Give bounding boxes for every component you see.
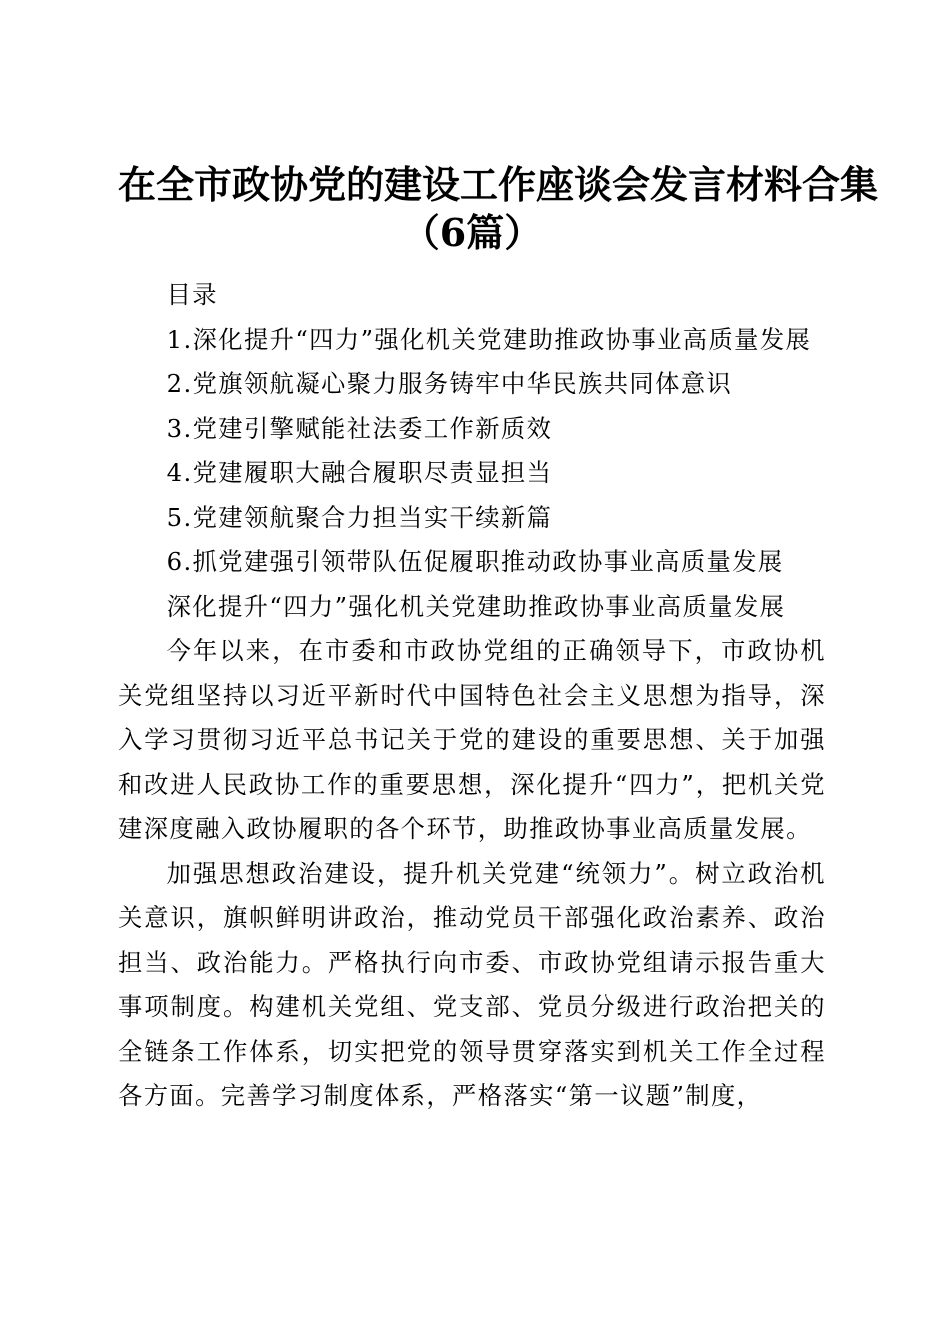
document-body — [118, 273, 826, 1119]
toc-item: 4.党建履职大融合履职尽责显担当 — [166, 458, 553, 487]
toc-item: 3.党建引擎赋能社法委工作新质效 — [166, 413, 553, 443]
toc-item: 2.党旗领航凝心聚力服务铸牢中华民族共同体意识 — [166, 369, 733, 398]
title-line-2: （6篇） — [401, 210, 543, 256]
section-title: 深化提升“四力”强化机关党建助推政协事业高质量发展 — [166, 591, 786, 621]
document-title — [118, 161, 879, 257]
toc-item: 1.深化提升“四力”强化机关党建助推政协事业高质量发展 — [166, 324, 812, 354]
body-paragraph: 今年以来，在市委和市政协党组的正确领导下，市政协机关党组坚持以习近平新时代中国特色社会主义思想为指导，深入学习贯彻习近平总书记关于党的建设的重要思想、关于加强和改进人民政协工作的重要思想，深化提升“四力”，把机关党建深度融入政协履职的各个环节，助推政协事业高质量发展。 — [118, 636, 826, 843]
toc-heading: 目录 — [166, 280, 218, 309]
title-line-1: 在全市政协党的建设工作座谈会发言材料合集 — [118, 162, 879, 208]
body-paragraph: 加强思想政治建设，提升机关党建“统领力”。树立政治机关意识，旗帜鲜明讲政治，推动党员干部强化政治素养、政治担当、政治能力。严格执行向市委、市政协党组请示报告重大事项制度。构建机关党组、党支部、党员分级进行政治把关的全链条工作体系，切实把党的领导贯穿落实到机关工作全过程各方面。完善学习制度体系，严格落实“第一议题”制度， — [118, 858, 826, 1110]
table-of-contents — [118, 318, 826, 585]
toc-item: 5.党建领航聚合力担当实干续新篇 — [166, 502, 553, 532]
toc-item: 6.抓党建强引领带队伍促履职推动政协事业高质量发展 — [166, 547, 784, 576]
